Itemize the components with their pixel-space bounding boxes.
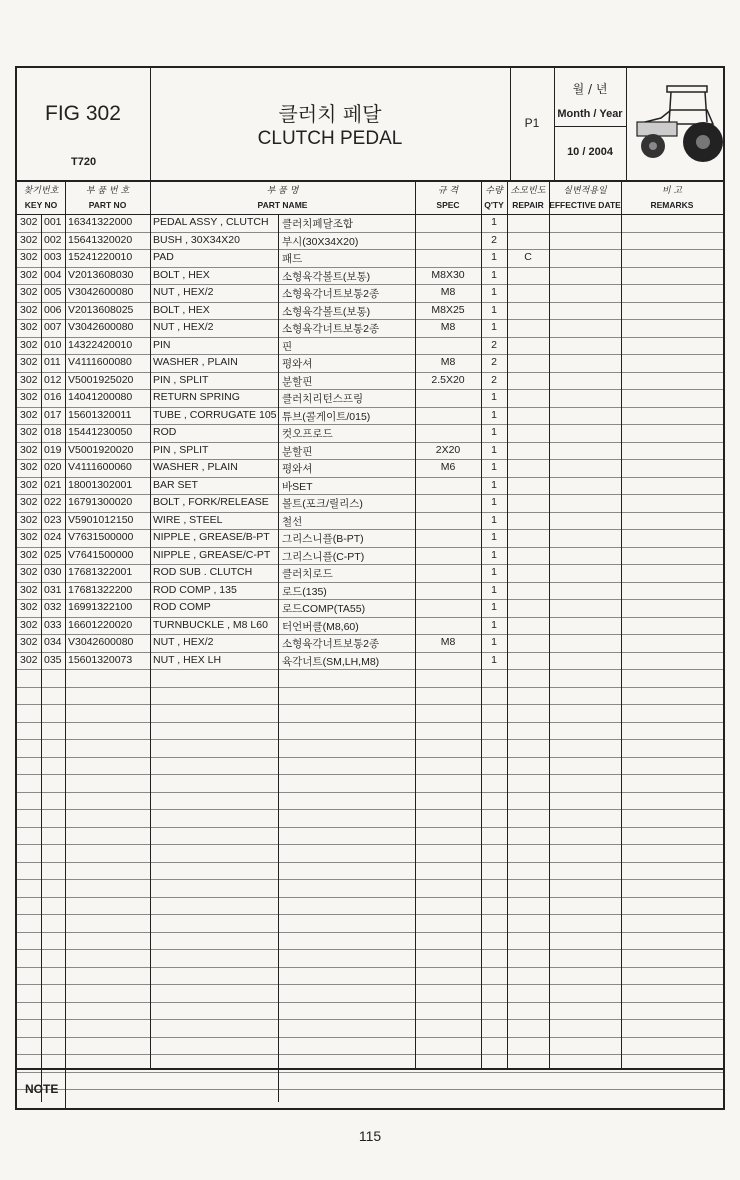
table-row [17,757,723,776]
row-part-name-en: BUSH , 30X34X20 [153,233,240,246]
row-part-name-ko: 평와셔 [282,358,313,370]
row-part-no: 16601220020 [68,618,133,631]
row-part-no: 16341322000 [68,216,133,228]
row-part-name-en: PIN [153,338,171,351]
col-part-ko: 부 품 번 호 [85,186,130,196]
row-qty: 1 [491,566,497,578]
row-key-no: 020 [44,461,62,473]
row-part-name-ko: 소형육각너트보통2종 [282,323,380,335]
row-part-name-en: BOLT , HEX [153,303,210,316]
row-part-no: 15641320020 [68,233,133,246]
row-part-name-en: NIPPLE , GREASE/C-PT [153,548,271,561]
row-qty: 1 [491,461,497,473]
table-row [17,354,723,373]
table-row [17,284,723,303]
row-fig: 302 [20,408,38,421]
table-row [17,809,723,828]
row-part-no: V2013608025 [68,303,134,316]
page-number: 115 [358,1128,382,1144]
title-english: CLUTCH PEDAL [257,128,403,149]
table-row [17,932,723,951]
row-part-no: 14322420010 [68,338,133,351]
row-spec: M8 [440,286,456,298]
col-name-ko: 부 품 명 [266,186,299,196]
table-row [17,599,723,618]
row-fig: 302 [20,548,38,561]
table-row [17,582,723,601]
page-label: P1 [524,116,540,130]
row-key-no: 024 [44,531,62,543]
row-key-no: 016 [44,391,62,403]
row-qty: 2 [491,338,497,351]
row-qty: 1 [491,251,497,263]
row-qty: 1 [491,653,497,666]
row-part-no: 17681322001 [68,566,133,578]
table-row [17,879,723,898]
row-part-name-en: ROD COMP [153,601,211,613]
row-fig: 302 [20,303,38,316]
row-part-name-en: BAR SET [153,478,198,491]
row-qty: 1 [491,321,497,333]
row-qty: 1 [491,443,497,456]
col-qty-ko: 수량 [485,186,503,196]
row-key-no: 032 [44,601,62,613]
sheet-header [17,68,723,182]
row-qty: 1 [491,478,497,491]
table-row [17,459,723,478]
row-spec: M8 [440,636,456,648]
row-part-name-en: NUT , HEX/2 [153,321,214,333]
row-key-no: 035 [44,653,62,666]
row-fig: 302 [20,443,38,456]
table-row [17,669,723,688]
row-qty: 2 [491,233,497,246]
row-part-name-en: BOLT , HEX [153,268,210,281]
row-spec: M8 [440,321,456,333]
col-name-en: PART NAME [257,200,308,210]
row-part-no: 16791300020 [68,496,133,508]
row-part-name-ko: 소형육각볼트(보통) [282,305,371,318]
row-spec: M6 [440,461,456,473]
table-row [17,774,723,793]
month-year-label: Month / Year [557,108,623,120]
table-row [17,407,723,426]
row-part-no: V4111600080 [68,356,132,368]
row-part-no: 18001302001 [68,478,133,491]
table-row [17,739,723,758]
row-part-no: 17681322200 [68,583,133,596]
row-fig: 302 [20,373,38,386]
col-part-en: PART NO [88,200,127,210]
table-row [17,984,723,1003]
row-key-no: 030 [44,566,62,578]
row-part-name-ko: 컷오프로드 [282,428,333,440]
row-fig: 302 [20,286,38,298]
row-part-name-en: ROD COMP , 135 [153,583,237,596]
row-key-no: 010 [44,338,62,351]
row-qty: 1 [491,583,497,596]
table-row [17,319,723,338]
row-part-name-ko: 바SET [282,480,313,493]
row-qty: 1 [491,548,497,561]
table-row [17,862,723,881]
col-key-ko: 찾기번호 [23,186,59,196]
row-part-name-ko: 소형육각너트보통2종 [282,288,380,300]
row-fig: 302 [20,268,38,281]
row-spec: 2.5X20 [431,373,465,386]
model-name: T720 [71,156,97,168]
row-qty: 1 [491,531,497,543]
note-area [17,1068,723,1110]
table-row [17,687,723,706]
row-fig: 302 [20,321,38,333]
table-row [17,249,723,268]
row-part-no: V5001920020 [68,443,134,456]
table-row [17,512,723,531]
table-row [17,529,723,548]
parts-sheet [15,66,725,1110]
col-effective-ko: 실변적용일 [563,186,607,196]
row-key-no: 031 [44,583,62,596]
row-fig: 302 [20,356,38,368]
col-remarks-en: REMARKS [650,200,694,210]
row-part-no: 14041200080 [68,391,133,403]
row-qty: 1 [491,391,497,403]
row-fig: 302 [20,653,38,666]
row-part-name-ko: 분할핀 [282,445,313,458]
row-qty: 2 [491,356,497,368]
row-part-name-ko: 튜브(콜게이트/015) [282,410,371,423]
row-key-no: 033 [44,618,62,631]
col-repair-ko: 소모빈도 [510,186,546,196]
table-row [17,827,723,846]
table-row [17,564,723,583]
row-part-name-ko: 육각너트(SM,LH,M8) [282,655,380,668]
table-row [17,949,723,968]
row-part-name-en: BOLT , FORK/RELEASE [153,496,269,508]
row-part-no: 15601320011 [68,408,132,421]
row-spec: M8X30 [431,268,465,281]
row-key-no: 021 [44,478,62,491]
row-part-name-ko: 패드 [282,253,303,265]
row-part-name-ko: 그리스니플(C-PT) [282,550,365,563]
row-spec: 2X20 [435,443,461,456]
row-qty: 1 [491,268,497,281]
col-key-en: KEY NO [24,200,58,210]
table-row [17,617,723,636]
table-row [17,722,723,741]
row-part-name-en: RETURN SPRING [153,391,240,403]
row-key-no: 002 [44,233,62,246]
table-row [17,302,723,321]
row-part-name-en: NUT , HEX/2 [153,286,214,298]
row-key-no: 001 [44,216,62,228]
col-qty-en: Q'TY [484,200,504,210]
figure-number: FIG 302 [45,102,121,125]
row-spec: M8 [440,356,456,368]
row-key-no: 019 [44,443,62,456]
row-fig: 302 [20,583,38,596]
row-part-name-ko: 평와셔 [282,463,313,475]
table-row [17,967,723,986]
row-fig: 302 [20,496,38,508]
row-part-name-en: TURNBUCKLE , M8 L60 [153,618,268,631]
row-repair: C [524,251,532,263]
row-part-no: V3042600080 [68,636,134,648]
row-part-name-en: PIN , SPLIT [153,373,209,386]
row-fig: 302 [20,251,38,263]
col-remarks-ko: 비 고 [661,186,683,196]
row-part-name-ko: 로드COMP(TA55) [282,603,366,615]
row-fig: 302 [20,513,38,526]
row-part-name-en: TUBE , CORRUGATE 105 [153,408,277,421]
row-qty: 1 [491,426,497,438]
table-row [17,792,723,811]
row-fig: 302 [20,601,38,613]
row-part-name-ko: 클러치로드 [282,568,333,580]
row-key-no: 004 [44,268,62,281]
row-qty: 2 [491,373,497,386]
table-row [17,844,723,863]
row-qty: 1 [491,216,497,228]
row-part-no: V3042600080 [68,321,134,333]
tractor-icon [631,72,725,172]
row-key-no: 023 [44,513,62,526]
table-row [17,389,723,408]
row-fig: 302 [20,478,38,491]
row-key-no: 011 [44,356,61,368]
row-part-name-en: NUT , HEX LH [153,653,222,666]
row-fig: 302 [20,216,38,228]
row-part-name-ko: 클러치리턴스프링 [282,393,364,405]
table-row [17,477,723,496]
note-label: NOTE [25,1082,59,1096]
row-part-no: 15441230050 [68,426,133,438]
row-part-no: V7641500000 [68,548,134,561]
table-row [17,897,723,916]
table-row [17,214,723,233]
table-row [17,652,723,671]
row-part-name-en: WIRE , STEEL [153,513,223,526]
row-part-no: V5001925020 [68,373,134,386]
row-qty: 1 [491,496,497,508]
table-row [17,1037,723,1056]
row-part-no: V7631500000 [68,531,134,543]
row-part-no: V5901012150 [68,513,134,526]
row-part-name-ko: 핀 [282,340,293,353]
row-key-no: 018 [44,426,62,438]
row-part-no: 15241220010 [68,251,133,263]
row-fig: 302 [20,391,38,403]
row-part-no: V4111600060 [68,461,132,473]
table-row [17,1019,723,1038]
row-qty: 1 [491,303,497,316]
month-year-korean: 월 / 년 [572,82,608,96]
row-key-no: 005 [44,286,62,298]
row-key-no: 034 [44,636,62,648]
table-row [17,634,723,653]
row-part-name-ko: 로드(135) [282,585,327,598]
table-header [17,180,723,215]
row-part-name-en: NIPPLE , GREASE/B-PT [153,531,270,543]
row-part-name-ko: 소형육각너트보통2종 [282,638,380,650]
table-row [17,1002,723,1021]
row-part-name-en: NUT , HEX/2 [153,636,214,648]
row-part-no: 16991322100 [68,601,133,613]
title-korean: 클러치 페달 [278,102,382,126]
row-part-name-ko: 터언버클(M8,60) [282,620,359,633]
row-part-name-ko: 철선 [282,515,303,528]
row-key-no: 022 [44,496,62,508]
table-row [17,704,723,723]
table-row [17,424,723,443]
row-part-name-ko: 그리스니플(B-PT) [282,533,364,545]
row-fig: 302 [20,461,38,473]
row-part-no: 15601320073 [68,653,133,666]
row-fig: 302 [20,426,38,438]
table-row [17,267,723,286]
row-part-name-ko: 부시(30X34X20) [282,235,359,248]
table-row [17,442,723,461]
row-part-name-en: WASHER , PLAIN [153,461,238,473]
row-part-name-en: PIN , SPLIT [153,443,209,456]
row-fig: 302 [20,338,38,351]
row-qty: 1 [491,408,497,421]
row-fig: 302 [20,566,38,578]
row-key-no: 006 [44,303,62,316]
row-part-name-en: WASHER , PLAIN [153,356,238,368]
row-key-no: 017 [44,408,62,421]
row-part-name-ko: 소형육각볼트(보통) [282,270,371,283]
row-qty: 1 [491,513,497,526]
row-part-no: V2013608030 [68,268,134,281]
row-qty: 1 [491,636,497,648]
row-key-no: 025 [44,548,62,561]
row-key-no: 012 [44,373,62,386]
row-part-no: V3042600080 [68,286,134,298]
issue-date: 10 / 2004 [567,146,613,158]
row-qty: 1 [491,601,497,613]
col-repair-en: REPAIR [512,200,544,210]
row-key-no: 007 [44,321,62,333]
table-row [17,914,723,933]
row-key-no: 003 [44,251,62,263]
row-part-name-en: PAD [153,251,174,263]
row-qty: 1 [491,618,497,631]
row-part-name-ko: 분할핀 [282,375,313,388]
row-fig: 302 [20,233,38,246]
table-row [17,547,723,566]
table-row [17,337,723,356]
row-fig: 302 [20,636,38,648]
table-row [17,372,723,391]
table-row [17,494,723,513]
row-part-name-ko: 클러치페달조합 [282,218,354,230]
row-part-name-en: PEDAL ASSY , CLUTCH [153,216,269,228]
col-spec-ko: 규 격 [437,186,459,196]
row-qty: 1 [491,286,497,298]
row-spec: M8X25 [431,303,465,316]
col-effective-en: EFFECTIVE DATE [549,200,621,210]
table-row [17,232,723,251]
row-part-name-ko: 볼트(포크/릴리스) [282,498,363,510]
row-part-name-en: ROD [153,426,177,438]
row-part-name-en: ROD SUB . CLUTCH [153,566,253,578]
row-fig: 302 [20,618,38,631]
row-fig: 302 [20,531,38,543]
col-spec-en: SPEC [436,200,460,210]
